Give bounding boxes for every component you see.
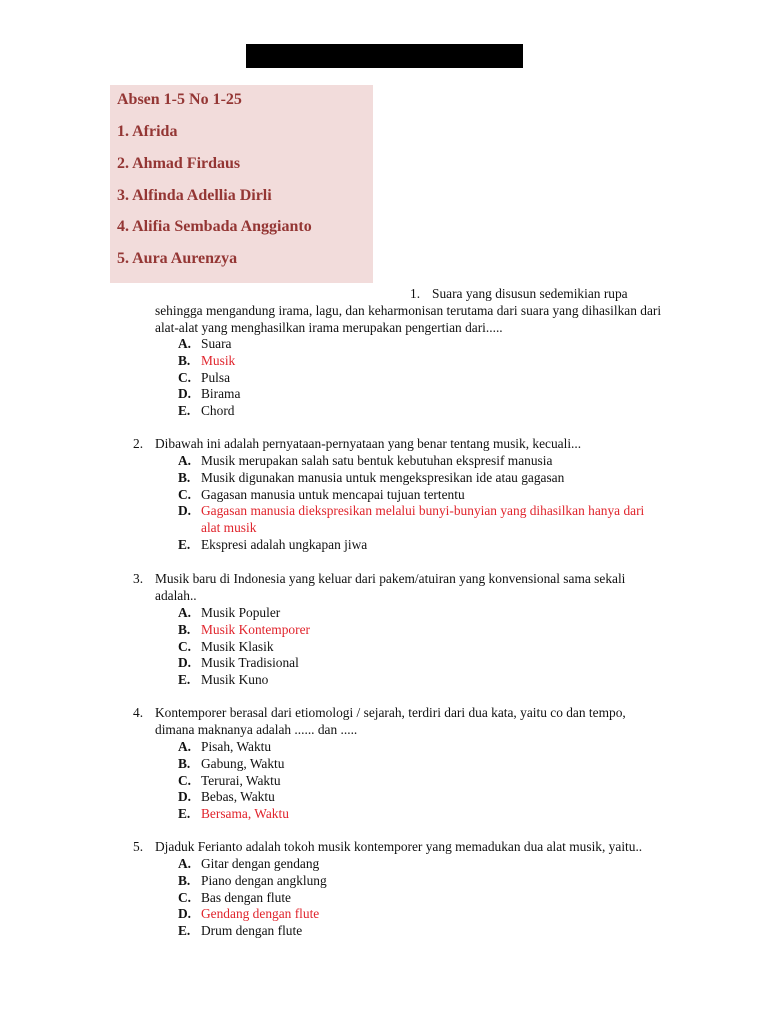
option-text: Musik Kuno (201, 672, 269, 688)
option-b (0, 622, 661, 639)
option-b (0, 756, 661, 773)
option-b (0, 470, 661, 487)
option-b (0, 873, 661, 890)
absen-title: Absen 1-5 No 1-25 (117, 91, 242, 108)
option-text: Bebas, Waktu (201, 789, 275, 805)
option-letter: D. (178, 906, 192, 922)
option-c (0, 773, 661, 790)
options-list (0, 605, 661, 689)
option-text: Bersama, Waktu (201, 806, 289, 822)
option-letter: E. (178, 403, 191, 419)
option-e (0, 923, 661, 940)
option-letter: B. (178, 352, 191, 368)
option-letter: E. (178, 536, 191, 552)
options-list (0, 453, 661, 554)
option-a (0, 336, 661, 353)
option-a (0, 605, 661, 622)
option-d (0, 386, 661, 403)
options-list (0, 856, 661, 940)
option-text: Birama (201, 386, 241, 402)
options-list (0, 336, 661, 420)
option-text: Musik (201, 352, 236, 368)
option-text: Piano dengan angklung (201, 872, 327, 888)
option-text: Bas dengan flute (201, 889, 291, 905)
option-text: Gagasan manusia diekspresikan melalui bunyi-bunyian yang dihasilkan hanya dari alat musik (201, 503, 645, 536)
option-letter: C. (178, 486, 192, 502)
option-c (0, 487, 661, 504)
option-letter: E. (178, 806, 191, 822)
option-text: Drum dengan flute (201, 923, 303, 939)
redacted-title-bar (246, 44, 523, 68)
option-letter: A. (178, 453, 192, 468)
option-letter: E. (178, 923, 191, 939)
absen-name: 1. Afrida (117, 123, 178, 140)
option-d (0, 503, 661, 537)
absen-box (110, 85, 373, 283)
question-text: Dibawah ini adalah pernyataan-pernyataan yang benar tentang musik, kecuali... (155, 436, 582, 451)
option-e (0, 672, 661, 689)
option-letter: B. (178, 755, 191, 771)
option-letter: D. (178, 655, 192, 671)
option-text: Gabung, Waktu (201, 755, 285, 771)
question-number: 1. (410, 286, 421, 301)
option-letter: D. (178, 789, 192, 805)
question-text: Musik baru di Indonesia yang keluar dari pakem/atuiran yang konvensional sama sekali adalah.. (155, 571, 626, 603)
option-a (0, 453, 661, 470)
absen-name: 2. Ahmad Firdaus (117, 155, 241, 172)
absen-name: 3. Alfinda Adellia Dirli (117, 187, 272, 204)
option-text: Gitar dengan gendang (201, 856, 320, 871)
question-number: 4. (133, 705, 144, 720)
question-number: 3. (133, 571, 144, 586)
question-text: Kontemporer berasal dari etiomologi / sejarah, terdiri dari dua kata, yaitu co dan tempo, dimana maknanya adalah ...... dan ..... (155, 705, 626, 737)
option-text: Musik Tradisional (201, 655, 299, 671)
question-text: Djaduk Ferianto adalah tokoh musik kontemporer yang memadukan dua alat musik, yaitu.. (155, 839, 643, 854)
option-d (0, 906, 661, 923)
option-c (0, 890, 661, 907)
option-text: Musik digunakan manusia untuk mengekspresikan ide atau gagasan (201, 469, 565, 485)
option-text: Musik merupakan salah satu bentuk kebutuhan ekspresif manusia (201, 453, 553, 468)
option-c (0, 370, 661, 387)
option-letter: B. (178, 872, 191, 888)
option-text: Musik Klasik (201, 638, 274, 654)
option-c (0, 639, 661, 656)
option-letter: A. (178, 336, 192, 351)
option-letter: D. (178, 503, 192, 519)
absen-name: 5. Aura Aurenzya (117, 250, 238, 267)
option-letter: C. (178, 369, 192, 385)
option-b (0, 353, 661, 370)
option-e (0, 806, 661, 823)
options-list (0, 739, 661, 823)
option-text: Pisah, Waktu (201, 739, 272, 754)
option-letter: D. (178, 386, 192, 402)
option-a (0, 856, 661, 873)
option-letter: C. (178, 889, 192, 905)
option-letter: C. (178, 772, 192, 788)
option-text: Ekspresi adalah ungkapan jiwa (201, 536, 368, 552)
option-letter: B. (178, 469, 191, 485)
option-letter: B. (178, 621, 191, 637)
option-text: Musik Populer (201, 605, 281, 620)
option-e (0, 537, 661, 554)
question-number: 2. (133, 436, 144, 451)
option-letter: E. (178, 672, 191, 688)
option-letter: A. (178, 856, 192, 871)
option-a (0, 739, 661, 756)
option-text: Chord (201, 403, 235, 419)
question-text: Suara yang disusun sedemikian rupa sehingga mengandung irama, lagu, dan keharmonisan terutama dari suara yang dihasilkan dari alat-alat yang menghasilkan irama merupakan pengertian dari..... (155, 286, 662, 335)
option-text: Pulsa (201, 369, 231, 385)
option-text: Suara (201, 336, 232, 351)
option-letter: C. (178, 638, 192, 654)
question-number: 5. (133, 839, 144, 854)
option-e (0, 403, 661, 420)
option-text: Gagasan manusia untuk mencapai tujuan tertentu (201, 486, 465, 502)
option-text: Gendang dengan flute (201, 906, 320, 922)
option-d (0, 655, 661, 672)
option-d (0, 789, 661, 806)
option-text: Musik Kontemporer (201, 621, 310, 637)
option-letter: A. (178, 739, 192, 754)
option-letter: A. (178, 605, 192, 620)
absen-name: 4. Alifia Sembada Anggianto (117, 218, 312, 235)
option-text: Terurai, Waktu (201, 772, 281, 788)
